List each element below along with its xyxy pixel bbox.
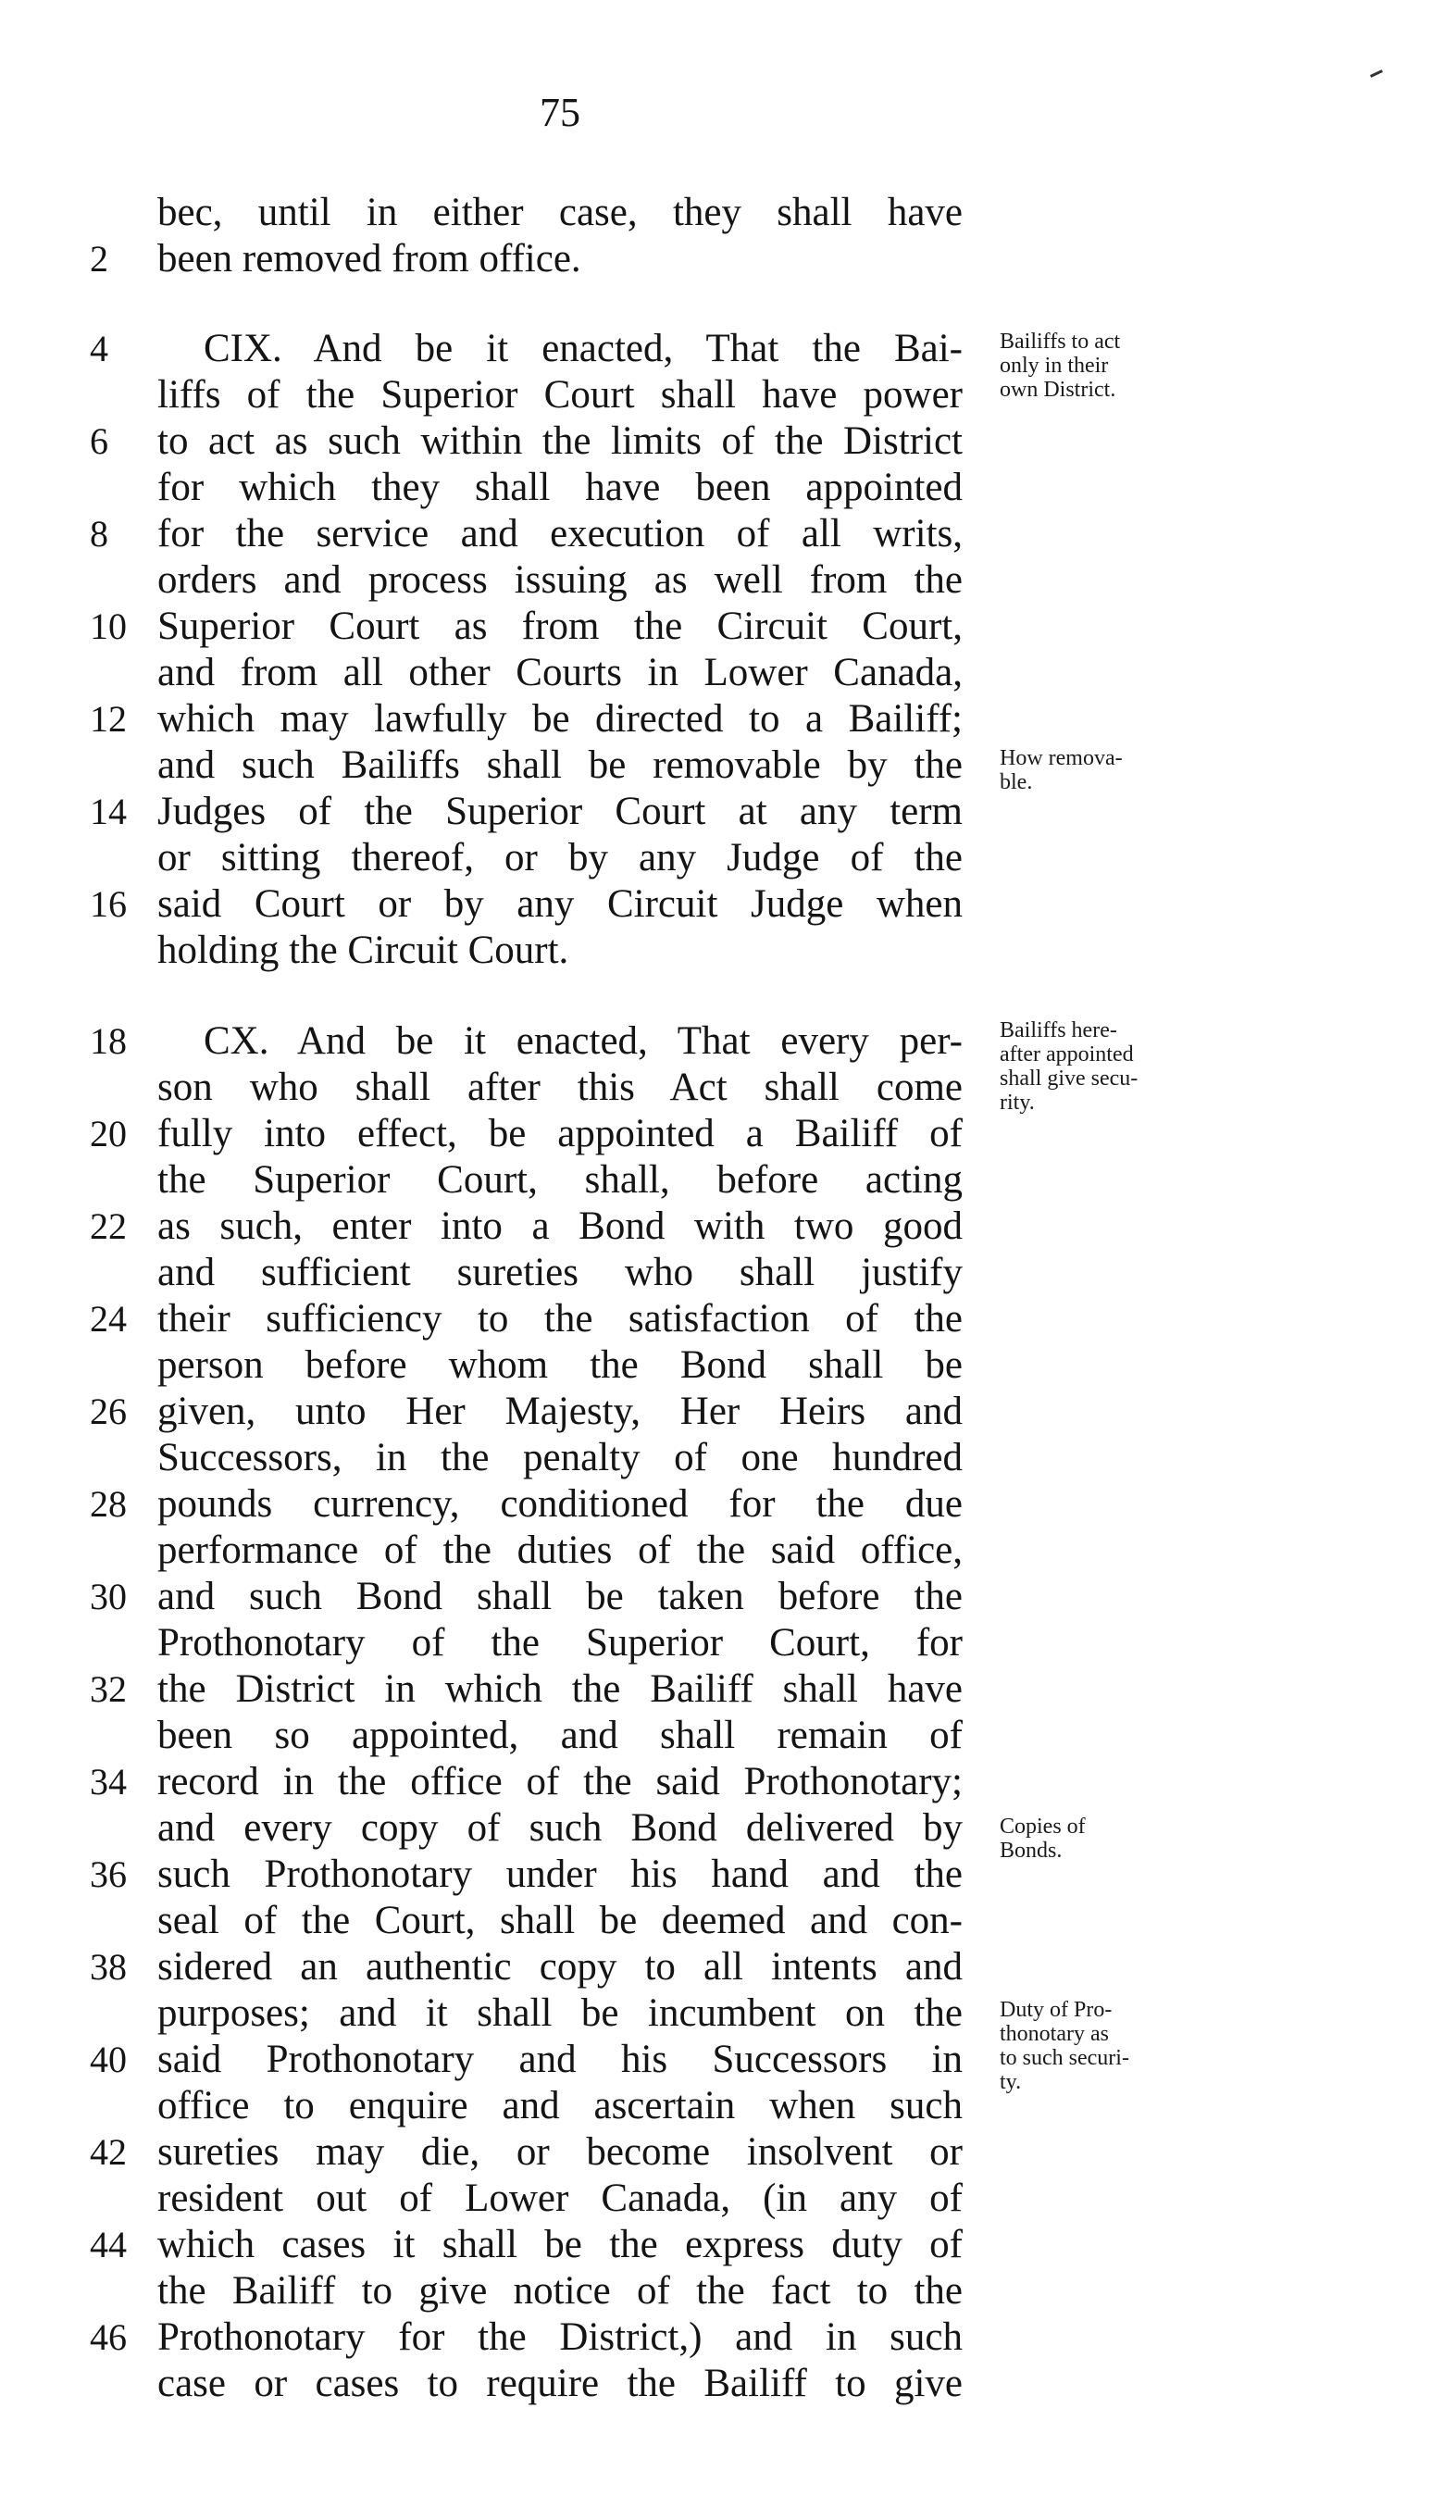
line-text: Prothonotary of the Superior Court, for — [157, 1621, 963, 1665]
line-number: 10 — [90, 605, 127, 647]
margin-note-prothonotary-duty — [1000, 1998, 1213, 2094]
line-number: 14 — [90, 791, 127, 832]
margin-note-removable — [1000, 746, 1213, 794]
line-text: record in the office of the said Prothonotary; — [157, 1760, 963, 1803]
margin-note-line: ty. — [1000, 2070, 1022, 2094]
line-number: 40 — [90, 2039, 127, 2080]
line-number: 46 — [90, 2316, 127, 2358]
line-text: which cases it shall be the express duty of — [157, 2223, 963, 2266]
line-text: for which they shall have been appointed — [157, 466, 963, 509]
margin-note-bailiffs-district — [1000, 330, 1213, 402]
line-number: 6 — [90, 420, 108, 462]
margin-note-line: How remova- — [1000, 746, 1123, 770]
line-number: 38 — [90, 1946, 127, 1988]
line-text: the Superior Court, shall, before acting — [157, 1158, 963, 1202]
margin-note-security — [1000, 1018, 1213, 1115]
line-number: 16 — [90, 883, 127, 925]
line-text: and every copy of such Bond delivered by — [157, 1806, 963, 1850]
line-text: the District in which the Bailiff shall have — [157, 1667, 963, 1711]
line-text: CX. And be it enacted, That every per- — [204, 1019, 963, 1063]
line-text: to act as such within the limits of the District — [157, 419, 963, 463]
line-text: or sitting thereof, or by any Judge of the — [157, 836, 963, 880]
margin-note-line: Bailiffs here- — [1000, 1018, 1117, 1042]
line-text: been so appointed, and shall remain of — [157, 1714, 963, 1757]
line-text: pounds currency, conditioned for the due — [157, 1482, 963, 1526]
line-text: Judges of the Superior Court at any term — [157, 790, 963, 833]
line-text: their sufficiency to the satisfaction of the — [157, 1297, 963, 1341]
line-number: 12 — [90, 698, 127, 740]
margin-note-line: only in their — [1000, 354, 1109, 378]
page-number: 75 — [540, 90, 580, 135]
margin-note-line: own District. — [1000, 378, 1116, 402]
line-number: 18 — [90, 1020, 127, 1062]
line-text: sureties may die, or become insolvent or — [157, 2130, 963, 2174]
line-text: performance of the duties of the said office, — [157, 1528, 963, 1572]
line-text: been removed from office. — [157, 237, 581, 281]
line-text: holding the Circuit Court. — [157, 929, 569, 972]
line-number: 20 — [90, 1113, 127, 1154]
line-text: fully into effect, be appointed a Bailiff of — [157, 1112, 963, 1155]
line-text: resident out of Lower Canada, (in any of — [157, 2177, 963, 2220]
margin-note-line: shall give secu- — [1000, 1067, 1139, 1091]
line-number: 34 — [90, 1761, 127, 1803]
line-number: 44 — [90, 2224, 127, 2265]
line-text: son who shall after this Act shall come — [157, 1066, 963, 1109]
line-text: person before whom the Bond shall be — [157, 1343, 963, 1387]
line-text: sidered an authentic copy to all intents and — [157, 1945, 963, 1989]
line-number: 4 — [90, 328, 108, 369]
line-text: bec, until in either case, they shall have — [157, 191, 963, 234]
line-number: 22 — [90, 1205, 127, 1247]
line-text: orders and process issuing as well from the — [157, 558, 963, 602]
margin-note-line: Bonds. — [1000, 1839, 1063, 1863]
line-text: which may lawfully be directed to a Bailiff; — [157, 697, 963, 741]
line-text: said Court or by any Circuit Judge when — [157, 882, 963, 926]
margin-note-line: rity. — [1000, 1091, 1035, 1115]
margin-note-line: Bailiffs to act — [1000, 330, 1121, 354]
line-text: said Prothonotary and his Successors in — [157, 2038, 963, 2081]
line-text: CIX. And be it enacted, That the Bai- — [204, 327, 963, 370]
line-text: Prothonotary for the District,) and in such — [157, 2315, 963, 2359]
line-number: 32 — [90, 1668, 127, 1710]
margin-note-line: Duty of Pro- — [1000, 1998, 1113, 2022]
line-text: and sufficient sureties who shall justify — [157, 1251, 963, 1294]
line-number: 42 — [90, 2131, 127, 2173]
line-text: given, unto Her Majesty, Her Heirs and — [157, 1390, 963, 1433]
line-text: Superior Court as from the Circuit Court, — [157, 605, 963, 648]
line-text: purposes; and it shall be incumbent on the — [157, 1991, 963, 2035]
line-text: as such, enter into a Bond with two good — [157, 1204, 963, 1248]
margin-note-line: thonotary as — [1000, 2022, 1109, 2046]
line-text: the Bailiff to give notice of the fact to the — [157, 2269, 963, 2313]
line-text: case or cases to require the Bailiff to give — [157, 2362, 963, 2405]
line-text: seal of the Court, shall be deemed and con- — [157, 1899, 963, 1942]
line-text: liffs of the Superior Court shall have power — [157, 373, 963, 417]
line-number: 36 — [90, 1853, 127, 1895]
line-text: for the service and execution of all writs, — [157, 512, 963, 555]
line-text: office to enquire and ascertain when such — [157, 2084, 963, 2127]
line-text: such Prothonotary under his hand and the — [157, 1853, 963, 1896]
margin-note-line: after appointed — [1000, 1042, 1134, 1067]
line-number: 8 — [90, 513, 108, 555]
margin-note-line: to such securi- — [1000, 2046, 1129, 2070]
line-text: and such Bond shall be taken before the — [157, 1575, 963, 1618]
line-text: and such Bailiffs shall be removable by the — [157, 743, 963, 787]
line-number: 28 — [90, 1483, 127, 1525]
margin-note-copies — [1000, 1815, 1213, 1863]
line-number: 30 — [90, 1576, 127, 1617]
line-text: and from all other Courts in Lower Canada, — [157, 651, 963, 694]
line-number: 24 — [90, 1298, 127, 1340]
line-number: 26 — [90, 1391, 127, 1432]
margin-note-line: Copies of — [1000, 1815, 1086, 1839]
line-text: Successors, in the penalty of one hundred — [157, 1436, 963, 1479]
margin-note-line: ble. — [1000, 770, 1033, 794]
line-number: 2 — [90, 238, 108, 280]
